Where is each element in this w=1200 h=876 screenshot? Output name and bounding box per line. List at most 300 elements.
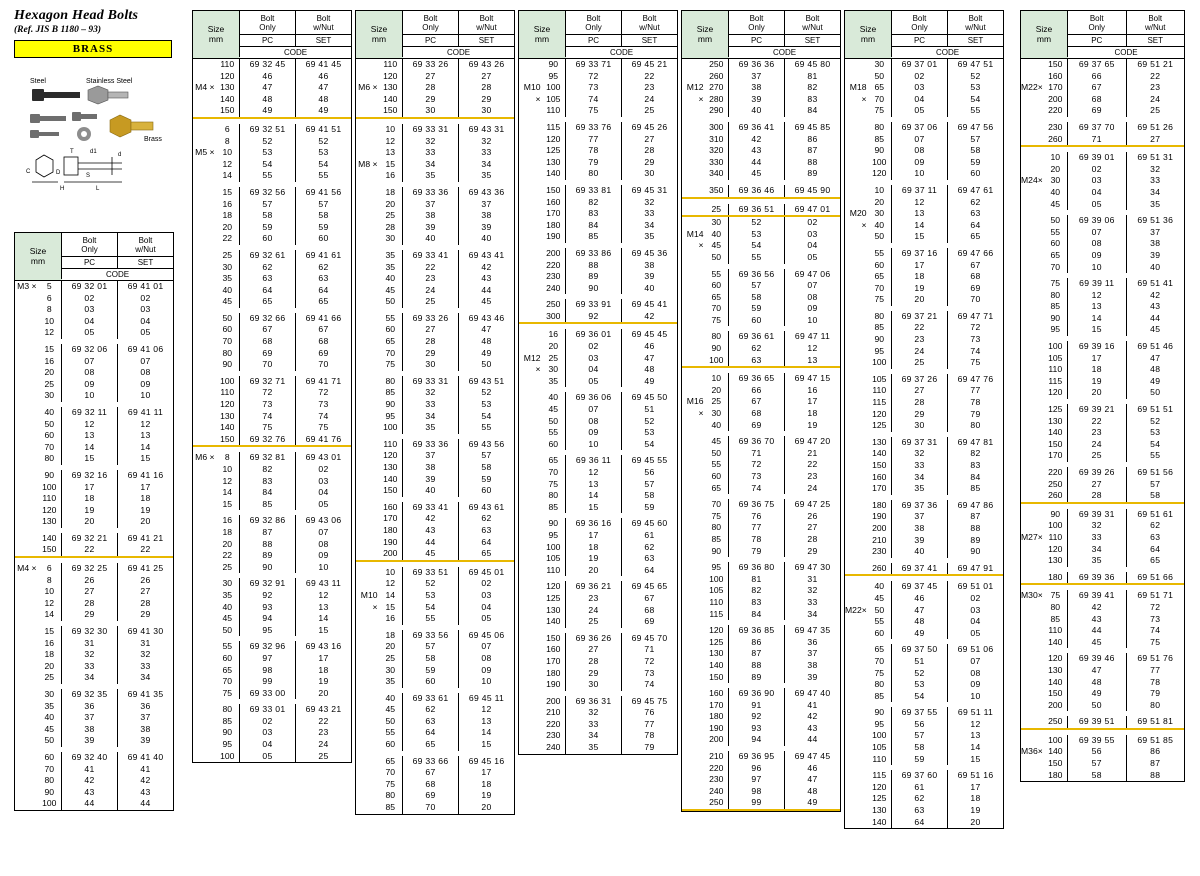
table-row	[1021, 544, 1184, 556]
thread-size	[193, 159, 216, 171]
code-bolt-only: 93	[729, 723, 785, 735]
thread-size	[845, 374, 868, 386]
table-row	[519, 467, 677, 479]
table-row	[193, 136, 351, 148]
code-bolt-with-nut: 13	[140, 430, 151, 441]
thread-size	[193, 273, 216, 285]
code-bolt-with-nut: 18	[807, 408, 818, 419]
table-row	[15, 482, 173, 494]
table-row	[1021, 625, 1184, 637]
code-bolt-with-nut: 69 47 76	[957, 373, 994, 384]
table-row	[682, 711, 840, 723]
code-bolt-only: 02	[1068, 164, 1127, 176]
thread-size: M27×	[1021, 531, 1043, 542]
code-bolt-only: 73	[566, 82, 622, 94]
code-bolt-only: 64	[240, 285, 296, 297]
code-bolt-only: 44	[729, 157, 785, 169]
thread-size	[193, 387, 216, 399]
code-bolt-only: 78	[566, 145, 622, 157]
thread-size	[356, 124, 379, 136]
table-row	[1021, 301, 1184, 313]
code-bolt-only: 14	[566, 490, 622, 502]
thread-size	[356, 262, 379, 274]
code-bolt-only: 57	[240, 199, 296, 211]
table-row	[519, 197, 677, 209]
code-bolt-with-nut: 69 51 31	[1137, 152, 1174, 163]
table-row	[682, 448, 840, 460]
table-row	[519, 364, 677, 376]
code-bolt-with-nut: 69 51 61	[1137, 508, 1174, 519]
length-value: 55	[385, 312, 396, 323]
code-column-5	[681, 10, 841, 812]
length-value: 30	[548, 364, 559, 375]
thread-size	[356, 727, 379, 739]
length-value: 45	[222, 296, 233, 307]
code-bolt-with-nut: 02	[481, 578, 492, 589]
code-bolt-only: 08	[1068, 238, 1127, 250]
code-bolt-only: 69 37 50	[892, 644, 948, 656]
length-value: 14	[44, 609, 55, 620]
code-bolt-with-nut: 42	[481, 261, 492, 272]
length-value: 100	[42, 798, 57, 809]
table-header	[844, 10, 1004, 59]
code-bolt-only: 22	[62, 544, 118, 556]
code-bolt-only: 66	[729, 385, 785, 397]
length-value: 170	[1048, 82, 1063, 93]
length-value: 100	[872, 730, 887, 741]
code-bolt-with-nut: 52	[481, 387, 492, 398]
thread-size	[845, 656, 868, 668]
code-bolt-with-nut: 69 45 70	[631, 632, 668, 643]
table-row	[845, 668, 1003, 680]
code-bolt-with-nut: 57	[318, 198, 329, 209]
length-value: 230	[546, 271, 561, 282]
thread-size	[15, 787, 38, 799]
thread-size	[356, 411, 379, 423]
thread-size	[845, 248, 868, 260]
code-bolt-only: 53	[892, 679, 948, 691]
thread-size	[356, 422, 379, 434]
thread-size	[845, 805, 868, 817]
code-bolt-with-nut: 05	[318, 498, 329, 509]
code-bolt-only: 62	[240, 262, 296, 274]
thread-size	[193, 59, 216, 71]
code-bolt-only: 73	[240, 399, 296, 411]
code-bolt-only: 86	[729, 637, 785, 649]
code-bolt-with-nut: 43	[481, 273, 492, 284]
table-row	[193, 359, 351, 371]
thread-size	[15, 505, 38, 517]
code-bolt-with-nut: 69 51 36	[1137, 215, 1174, 226]
code-bolt-with-nut: 39	[1150, 249, 1161, 260]
code-bolt-only: 49	[240, 105, 296, 117]
table-row	[193, 578, 351, 590]
length-value: 130	[383, 82, 398, 93]
code-bolt-with-nut: 07	[318, 526, 329, 537]
thread-size	[682, 292, 705, 304]
code-bolt-with-nut: 04	[140, 315, 151, 326]
table-row	[519, 168, 677, 180]
table-row	[682, 204, 840, 218]
table-row	[356, 94, 514, 106]
thread-size	[356, 324, 379, 336]
table-row	[1021, 134, 1184, 148]
table-row	[845, 535, 1003, 547]
code-bolt-only: 03	[62, 304, 118, 316]
code-bolt-only: 30	[892, 420, 948, 432]
thread-size	[356, 313, 379, 325]
length-value: 230	[546, 730, 561, 741]
code-bolt-with-nut: 20	[970, 816, 981, 827]
code-bolt-with-nut: 14	[481, 727, 492, 738]
code-bolt-only: 40	[403, 485, 459, 497]
table-row	[193, 105, 351, 119]
thread-size	[1021, 450, 1044, 462]
length-value: 230	[872, 546, 887, 557]
length-value: 10	[44, 586, 55, 597]
length-value: 70	[711, 303, 722, 314]
thread-size	[1021, 324, 1044, 336]
table-row	[682, 122, 840, 134]
code-bolt-with-nut: 85	[970, 483, 981, 494]
code-bolt-only: 13	[892, 208, 948, 220]
code-bolt-only: 75	[240, 422, 296, 434]
table-row	[682, 459, 840, 471]
thread-size	[682, 145, 705, 157]
thread-size	[519, 490, 542, 502]
length-value: 80	[44, 453, 55, 464]
code-bolt-only: 68	[729, 408, 785, 420]
thread-size	[356, 105, 379, 117]
code-bolt-only: 58	[1068, 770, 1127, 782]
label-stainless-steel: Stainless Steel	[86, 78, 133, 85]
table-row	[845, 593, 1003, 605]
code-bolt-only: 38	[403, 462, 459, 474]
table-row	[356, 756, 514, 768]
code-bolt-only: 32	[403, 136, 459, 148]
code-bolt-only: 20	[62, 516, 118, 528]
code-bolt-with-nut: 36	[807, 636, 818, 647]
thread-size	[193, 751, 216, 763]
code-bolt-only: 69 33 76	[566, 122, 622, 134]
table-row	[682, 483, 840, 495]
thread-size: M10 ×	[360, 589, 378, 612]
code-bolt-with-nut: 58	[644, 490, 655, 501]
code-bolt-with-nut: 08	[318, 538, 329, 549]
code-bolt-only: 96	[729, 763, 785, 775]
thread-size	[193, 716, 216, 728]
code-bolt-with-nut: 19	[318, 676, 329, 687]
length-value: 55	[874, 616, 885, 627]
code-bolt-only: 25	[1068, 450, 1127, 462]
code-bolt-with-nut: 14	[140, 441, 151, 452]
table-row	[1021, 324, 1184, 336]
code-bolt-only: 33	[403, 399, 459, 411]
code-bolt-only: 94	[240, 613, 296, 625]
code-bolt-only: 63	[892, 805, 948, 817]
code-bolt-only: 35	[566, 742, 622, 754]
code-bolt-only: 10	[566, 439, 622, 451]
code-bolt-only: 27	[62, 586, 118, 598]
code-bolt-with-nut: 45	[481, 296, 492, 307]
thread-size	[519, 260, 542, 272]
table-row	[682, 373, 840, 385]
code-bolt-with-nut: 69 45 45	[631, 329, 668, 340]
code-bolt-with-nut: 05	[807, 251, 818, 262]
code-bolt-only: 97	[729, 774, 785, 786]
length-value: 290	[709, 105, 724, 116]
code-bolt-only: 35	[1068, 555, 1127, 567]
code-bolt-only: 09	[566, 427, 622, 439]
thread-size	[1021, 387, 1044, 399]
code-bolt-only: 69 36 61	[729, 331, 785, 343]
code-bolt-only: 88	[729, 660, 785, 672]
code-bolt-with-nut: 69 47 51	[957, 59, 994, 69]
table-row	[1021, 341, 1184, 353]
code-bolt-only: 33	[1068, 532, 1127, 544]
length-value: 80	[548, 490, 559, 501]
code-bolt-only: 34	[1068, 544, 1127, 556]
length-value: 55	[222, 641, 233, 652]
code-bolt-with-nut: 69 47 56	[957, 121, 994, 132]
thread-size	[845, 185, 868, 197]
header-code: CODE	[892, 46, 1003, 58]
thread-size	[845, 707, 868, 719]
code-bolt-only: 47	[1068, 665, 1127, 677]
length-value: 190	[709, 722, 724, 733]
table-row	[845, 420, 1003, 432]
thread-size	[682, 574, 705, 586]
code-bolt-with-nut: 52	[1150, 415, 1161, 426]
length-value: 150	[383, 485, 398, 496]
table-row	[1021, 376, 1184, 388]
code-bolt-with-nut: 69 45 75	[631, 695, 668, 706]
length-value: 60	[874, 627, 885, 638]
thread-size	[1021, 404, 1044, 416]
code-bolt-only: 52	[240, 136, 296, 148]
code-bolt-only: 69 32 21	[62, 533, 118, 545]
code-bolt-with-nut: 69 43 41	[468, 249, 505, 260]
code-bolt-only: 04	[892, 94, 948, 106]
table-row	[15, 626, 173, 638]
code-bolt-with-nut: 63	[481, 524, 492, 535]
length-value: 8	[46, 304, 52, 315]
length-value: 90	[44, 786, 55, 797]
length-value: 105	[709, 585, 724, 596]
code-bolt-with-nut: 28	[807, 533, 818, 544]
length-value: 125	[709, 636, 724, 647]
code-bolt-with-nut: 61	[644, 529, 655, 540]
code-bolt-only: 69 37 70	[1068, 122, 1127, 134]
thread-size	[15, 672, 38, 684]
length-value: 55	[711, 459, 722, 470]
thread-size	[193, 210, 216, 222]
length-value: 150	[1048, 758, 1063, 769]
length-value: 85	[874, 322, 885, 333]
code-bolt-only: 30	[403, 359, 459, 371]
code-bolt-only: 05	[1068, 199, 1127, 211]
code-bolt-only: 69 39 21	[1068, 404, 1127, 416]
table-row	[845, 374, 1003, 386]
thread-size	[193, 313, 216, 325]
thread-size: M22×	[845, 604, 867, 615]
svg-text:L: L	[96, 186, 100, 192]
length-value: 110	[1048, 625, 1063, 636]
table-row	[15, 430, 173, 442]
length-value: 40	[44, 712, 55, 723]
thread-size	[1021, 716, 1044, 728]
code-bolt-only: 84	[566, 220, 622, 232]
length-value: 20	[548, 341, 559, 352]
code-bolt-only: 69 36 31	[566, 696, 622, 708]
table-row	[1021, 105, 1184, 117]
code-bolt-only: 99	[729, 797, 785, 809]
table-row	[845, 168, 1003, 180]
code-bolt-with-nut: 17	[140, 481, 151, 492]
thread-size	[682, 217, 705, 229]
table-row	[193, 688, 351, 700]
code-bolt-with-nut: 69 41 11	[127, 406, 164, 417]
code-bolt-only: 67	[240, 324, 296, 336]
code-bolt-only: 59	[240, 222, 296, 234]
thread-size	[519, 145, 542, 157]
table-row	[356, 105, 514, 119]
table-row	[356, 462, 514, 474]
code-bolt-only: 62	[729, 343, 785, 355]
thread-size	[356, 199, 379, 211]
code-bolt-only: 72	[566, 71, 622, 83]
thread-size	[15, 407, 38, 419]
code-bolt-with-nut: 54	[644, 438, 655, 449]
length-value: 35	[385, 261, 396, 272]
code-bolt-with-nut: 30	[481, 105, 492, 116]
code-bolt-with-nut: 56	[644, 467, 655, 477]
length-value: 120	[872, 781, 887, 792]
table-row	[356, 411, 514, 423]
thread-size	[356, 790, 379, 802]
code-bolt-only: 69	[1068, 105, 1127, 117]
length-value: 95	[385, 410, 396, 421]
code-bolt-with-nut: 69 51 11	[957, 707, 994, 718]
code-bolt-only: 69 33 86	[566, 248, 622, 260]
header-set: SET	[1127, 35, 1185, 46]
code-bolt-only: 93	[240, 602, 296, 614]
thread-size	[356, 641, 379, 653]
table-row	[15, 775, 173, 787]
table-row	[845, 248, 1003, 260]
code-bolt-only: 03	[566, 353, 622, 365]
table-row	[845, 271, 1003, 283]
thread-size: M30×	[1021, 590, 1043, 601]
header-size: Size mm	[15, 233, 62, 279]
table-row	[519, 299, 677, 311]
code-bolt-with-nut: 69 43 06	[305, 515, 342, 526]
code-bolt-with-nut: 38	[481, 210, 492, 221]
code-bolt-with-nut: 69 41 30	[127, 626, 164, 637]
table-row	[845, 691, 1003, 703]
table-row	[356, 399, 514, 411]
length-value: 14	[385, 589, 396, 600]
thread-size	[1021, 290, 1044, 302]
code-bolt-only: 35	[403, 422, 459, 434]
thread-size	[1021, 59, 1044, 71]
code-bolt-with-nut: 49	[481, 347, 492, 358]
thread-size	[519, 633, 542, 645]
thread-size	[193, 464, 216, 476]
thread-size	[15, 752, 38, 764]
code-bolt-with-nut: 84	[970, 471, 981, 482]
thread-size	[519, 299, 542, 311]
code-bolt-with-nut: 69 51 46	[1137, 341, 1174, 352]
code-bolt-only: 75	[566, 105, 622, 117]
length-value: 30	[1050, 175, 1061, 186]
thread-size	[193, 739, 216, 751]
table-row	[193, 515, 351, 527]
code-bolt-only: 74	[566, 94, 622, 106]
table-row	[1021, 187, 1184, 199]
code-bolt-with-nut: 09	[318, 550, 329, 561]
code-bolt-only: 22	[892, 322, 948, 334]
code-bolt-only: 69 37 06	[892, 122, 948, 134]
length-value: 75	[385, 778, 396, 789]
length-value: 16	[385, 613, 396, 624]
code-bolt-with-nut: 49	[318, 105, 329, 116]
length-value: 60	[1050, 238, 1061, 249]
table-row	[519, 455, 677, 467]
thread-size	[682, 609, 705, 621]
code-bolt-only: 59	[403, 665, 459, 677]
header-bolt-only: Bolt Only	[240, 11, 296, 34]
table-row	[356, 602, 514, 614]
table-row	[193, 94, 351, 106]
length-value: 150	[220, 105, 235, 116]
table-row	[193, 348, 351, 360]
length-value: 140	[546, 168, 561, 179]
thread-size	[1021, 555, 1044, 567]
thread-size	[356, 548, 379, 560]
thread-size	[193, 487, 216, 499]
length-value: 22	[222, 233, 233, 244]
thread-size	[845, 71, 868, 83]
table-row	[519, 122, 677, 134]
length-value: 12	[222, 475, 233, 486]
table-row	[193, 147, 351, 159]
length-value: 25	[385, 652, 396, 663]
length-value: 70	[1050, 261, 1061, 272]
thread-size	[356, 59, 379, 71]
table-row	[682, 751, 840, 763]
length-value: 45	[548, 404, 559, 415]
code-bolt-with-nut: 62	[318, 261, 329, 272]
code-bolt-with-nut: 67	[970, 259, 981, 270]
length-value: 25	[44, 378, 55, 389]
code-bolt-only: 07	[566, 404, 622, 416]
length-value: 160	[872, 471, 887, 482]
length-value: 50	[385, 715, 396, 726]
length-value: 65	[711, 291, 722, 302]
code-bolt-only: 32	[403, 387, 459, 399]
table-row	[356, 387, 514, 399]
table-row	[356, 187, 514, 199]
code-bolt-with-nut: 25	[318, 750, 329, 761]
code-column-2	[192, 10, 352, 763]
length-value: 55	[711, 268, 722, 279]
code-bolt-with-nut: 53	[644, 427, 655, 438]
code-bolt-with-nut: 54	[318, 158, 329, 169]
table-row	[845, 754, 1003, 766]
thread-size	[519, 467, 542, 479]
code-bolt-with-nut: 36	[140, 700, 151, 711]
